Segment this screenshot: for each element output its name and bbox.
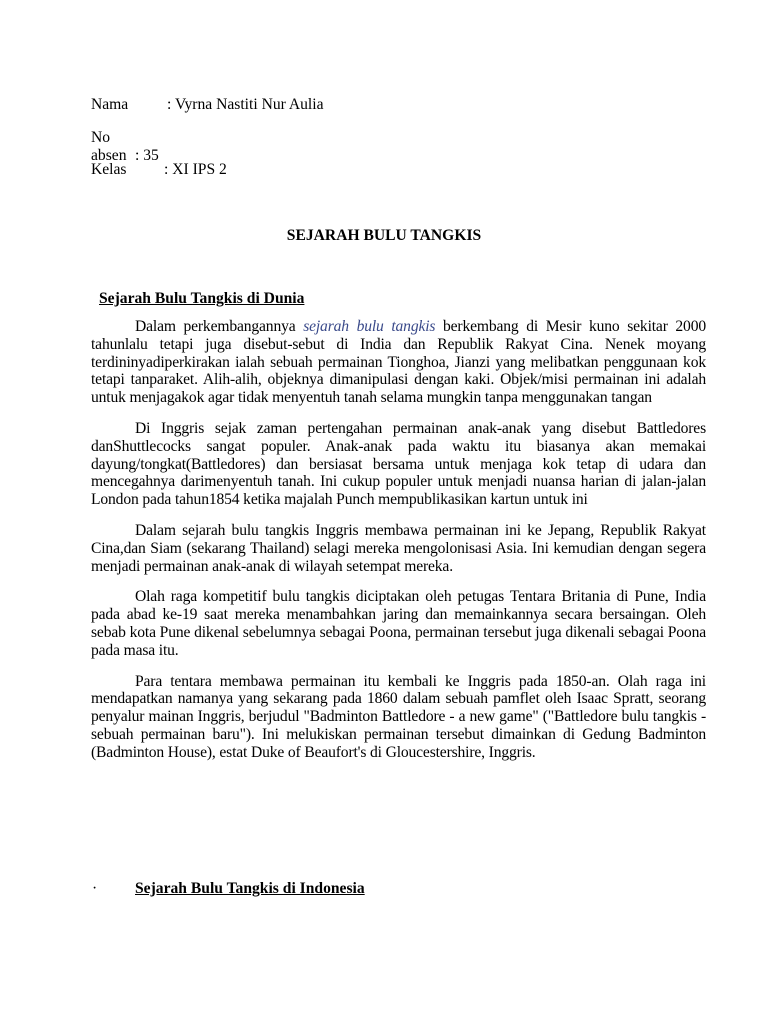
paragraph-5: Para tentara membawa permainan itu kembali ke Inggris pada 1850-an. Olah raga ini mendapatkan namanya yang sekarang pada 1860 dalam sebuah pamflet oleh Isaac Spratt, seorang penyalur mainan Inggris, berjudul "Badminton Battledore - a new game" ("Battledore bulu tangkis - sebuah permainan baru"). Ini melukiskan permainan tersebut dimainkan di Gedung Badminton (Badminton House), estat Duke of Beaufort's di Gloucestershire, Inggris. [91, 672, 706, 761]
sejarah-bulu-tangkis-link[interactable]: sejarah bulu tangkis [303, 318, 436, 335]
paragraph-3: Dalam sejarah bulu tangkis Inggris membawa permainan ini ke Jepang, Republik Rakyat Cina,dan Siam (sekarang Thailand) selagi mereka mengolonisasi Asia. Ini kemudian dengan segera menjadi permainan anak-anak di wilayah setempat mereka. [91, 521, 706, 575]
name-value: : Vyrna Nastiti Nur Aulia [167, 96, 324, 113]
paragraph-1 [91, 318, 706, 407]
section-heading-dunia: Sejarah Bulu Tangkis di Dunia [99, 290, 305, 307]
absen-label: No absen [91, 129, 127, 164]
paragraph-2: Di Inggris sejak zaman pertengahan permainan anak-anak yang disebut Battledores danShuttlecocks sangat populer. Anak-anak pada waktu itu biasanya akan memakai dayung/tongkat(Battledores) dan bersiasat bersama untuk menjaga kok tetap di udara dan mencegahnya darimenyentuh tanah. Ini cukup populer untuk menjadi nuansa harian di jalan-jalan London pada tahun1854 ketika majalah Punch mempublikasikan kartun untuk ini [91, 419, 706, 509]
name-label: Nama [91, 96, 129, 113]
absen-value: : 35 [135, 147, 159, 164]
kelas-label: Kelas [91, 161, 127, 178]
document-title: SEJARAH BULU TANGKIS [286, 227, 482, 244]
bullet-icon: · [92, 880, 98, 897]
section-heading-indonesia: Sejarah Bulu Tangkis di Indonesia [135, 880, 365, 897]
student-name-row [91, 96, 324, 114]
section-body-dunia [91, 318, 706, 775]
kelas-value: : XI IPS 2 [164, 161, 227, 178]
paragraph-1-rest: berkembang di Mesir kuno sekitar 2000 tahunlalu tetapi juga disebut-sebut di India dan Republik Rakyat Cina. Nenek moyang terdininyadiperkirakan ialah sebuah permainan Tionghoa, Jianzi yang melibatkan penggunaan kok tetapi tanparaket. Alih-alih, objeknya dimanipulasi dengan kaki. Objek/misi permainan ini adalah untuk menjagakok agar tidak menyentuh tanah selama mungkin tanpa menggunakan tangan [91, 318, 706, 407]
paragraph-1-start: Dalam perkembangannya [135, 318, 304, 335]
paragraph-4: Olah raga kompetitif bulu tangkis diciptakan oleh petugas Tentara Britania di Pune, India pada abad ke-19 saat mereka menambahkan jaring dan memainkannya secara bersaingan. Oleh sebab kota Pune dikenal sebelumnya sebagai Poona, permainan tersebut juga dikenali sebagai Poona pada masa itu. [91, 588, 706, 659]
student-absen-row [91, 129, 159, 165]
student-kelas-row [91, 161, 227, 179]
